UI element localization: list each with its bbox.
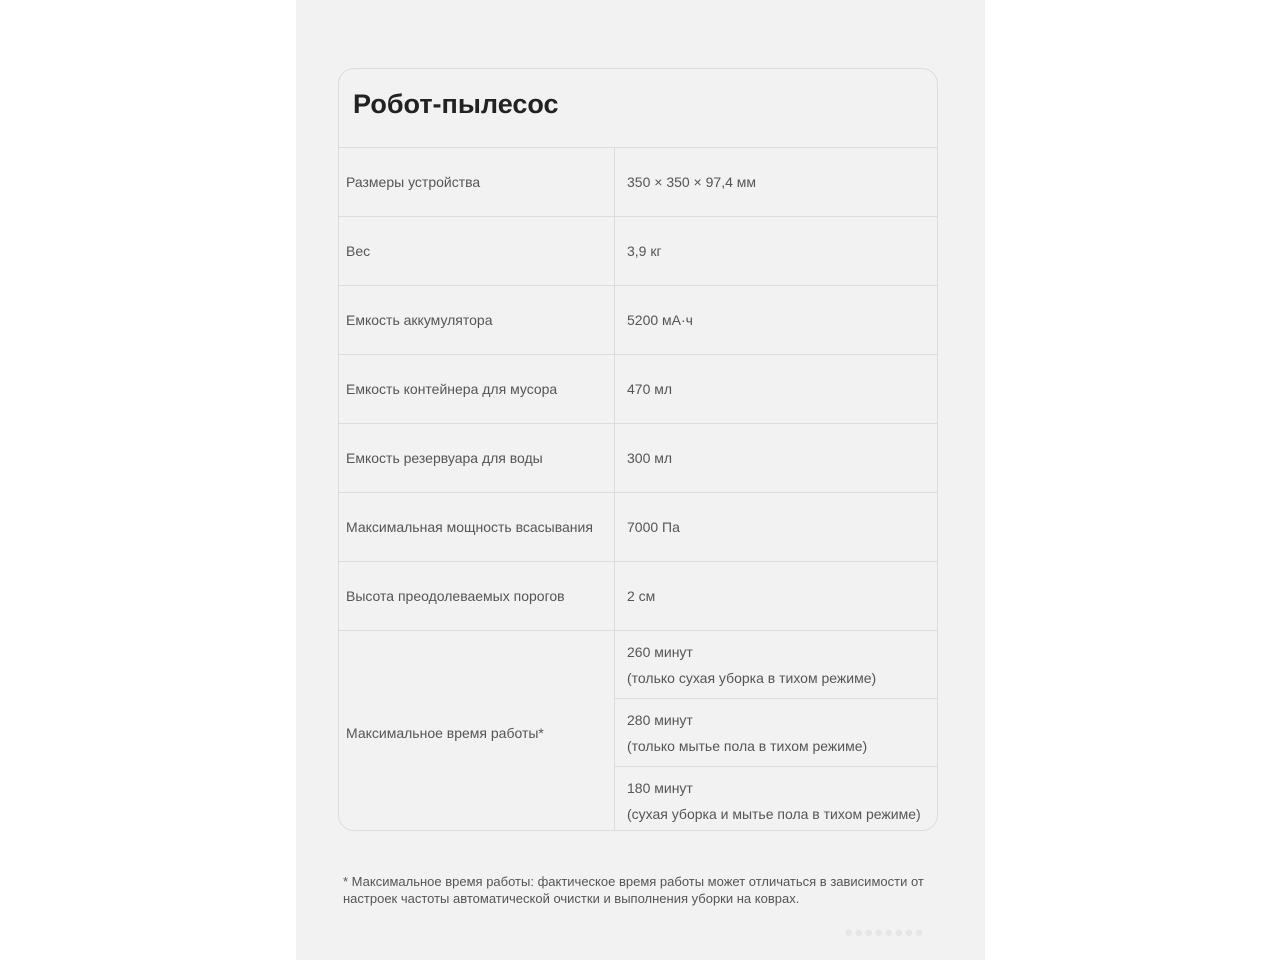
spec-value-main: 260 минут <box>627 643 693 660</box>
table-title: Робот-пылесос <box>339 69 937 148</box>
table-row <box>339 217 937 286</box>
table-row <box>339 493 937 562</box>
spec-value: 5200 мА·ч <box>627 312 693 328</box>
spec-table <box>338 68 938 831</box>
spec-value-main: 280 минут <box>627 711 693 728</box>
spec-label: Емкость аккумулятора <box>339 286 615 354</box>
spec-value-sub: (сухая уборка и мытье пола в тихом режиме) <box>627 806 921 822</box>
spec-label: Размеры устройства <box>339 148 615 216</box>
spec-value <box>615 631 937 699</box>
table-row <box>339 631 937 831</box>
table-row <box>339 148 937 217</box>
table-row <box>339 355 937 424</box>
spec-value: 300 мл <box>627 450 673 466</box>
footnote: * Максимальное время работы: фактическое время работы может отличаться в зависимости от настроек частоты автоматической очистки и выполнения уборки на коврах. <box>343 874 924 906</box>
spec-value-sub: (только сухая уборка в тихом режиме) <box>627 669 877 686</box>
spec-value: 350 × 350 × 97,4 мм <box>627 174 757 190</box>
spec-label: Максимальное время работы* <box>339 631 615 831</box>
watermark: ●●●●●●●● <box>844 924 925 941</box>
spec-label: Емкость резервуара для воды <box>339 424 615 492</box>
spec-value: 3,9 кг <box>627 243 662 259</box>
spec-value: 2 см <box>627 588 656 604</box>
spec-value <box>615 699 937 767</box>
spec-label: Вес <box>339 217 615 285</box>
spec-value-sub: (только мытье пола в тихом режиме) <box>627 737 868 754</box>
spec-label: Максимальная мощность всасывания <box>339 493 615 561</box>
table-row <box>339 286 937 355</box>
table-row <box>339 562 937 631</box>
content-column <box>296 0 985 960</box>
spec-value: 7000 Па <box>627 519 680 535</box>
spec-value-main: 180 минут <box>627 780 693 796</box>
spec-label: Емкость контейнера для мусора <box>339 355 615 423</box>
table-row <box>339 424 937 493</box>
spec-label: Высота преодолеваемых порогов <box>339 562 615 630</box>
spec-value <box>615 767 937 831</box>
spec-value: 470 мл <box>627 381 673 397</box>
